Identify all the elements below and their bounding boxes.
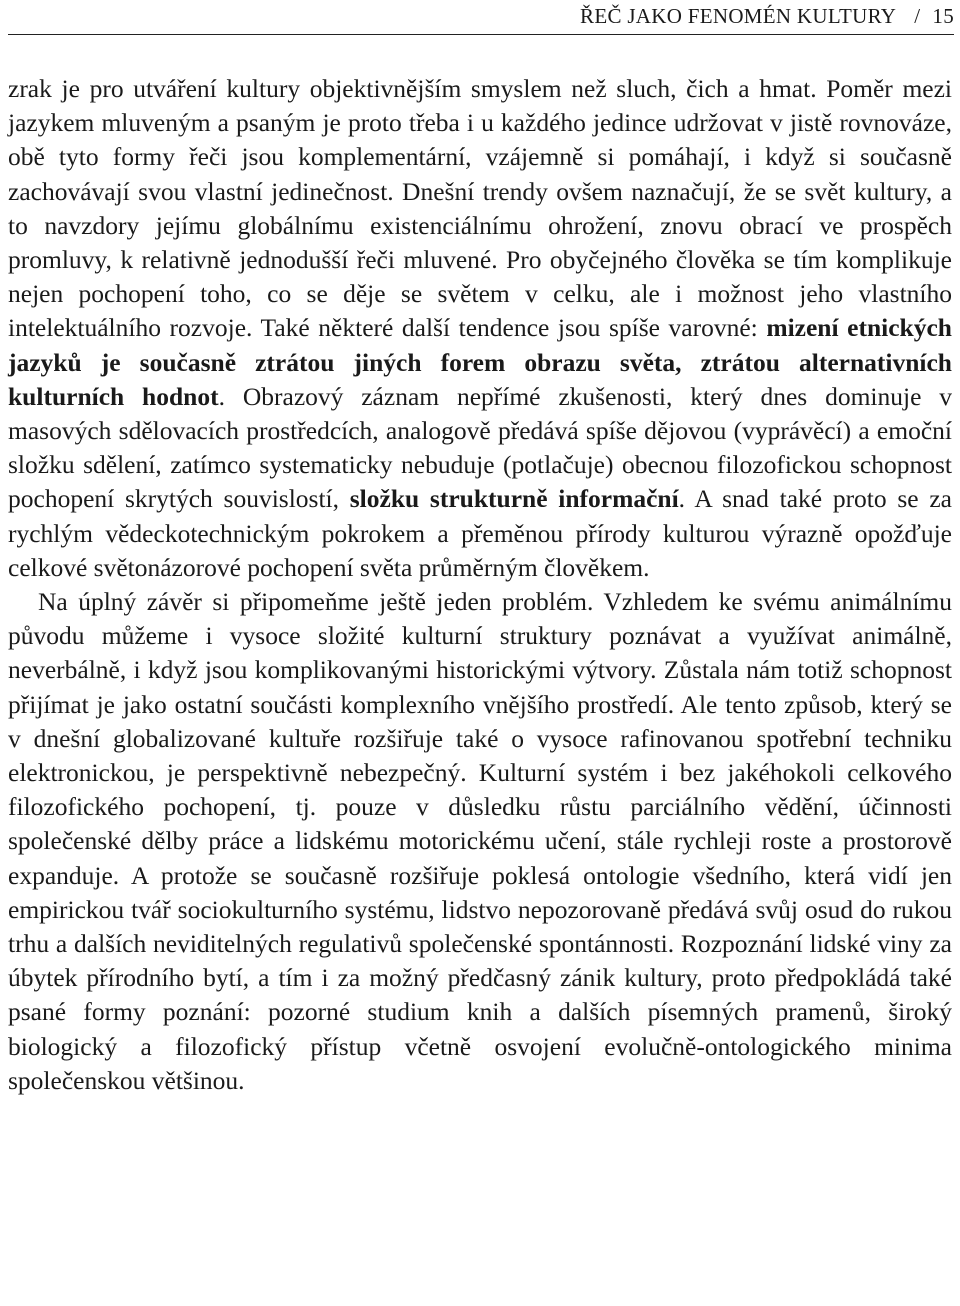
running-head — [580, 4, 954, 29]
paragraph-1 — [8, 72, 952, 585]
header-rule — [8, 34, 954, 35]
body-text — [8, 72, 952, 1098]
paragraph-2: Na úplný závěr si připomeňme ještě jeden problém. Vzhledem ke svému animálnímu původu můžeme i vysoce složité kulturní struktury poznávat a využívat animálně, neverbálně, i když jsou komplikovanými historickými výtvory. Zůstala nám totiž schopnost přijímat je jako ostatní součásti komplexního vnějšího prostředí. Ale tento způsob, který se v dnešní globalizované kultuře rozšiřuje také o vysoce rafinovanou spotřební techniku elektronickou, je perspektivně nebezpečný. Kulturní systém i bez jakéhokoli celkového filozofického pochopení, tj. pouze v důsledku růstu parciálního vědění, účinnosti společenské dělby práce a lidskému motorickému učení, stále rychleji roste a prostorově expanduje. A protože se současně rozšiřuje poklesá ontologie všedního, která vidí jen empirickou tvář sociokulturního systému, lidstvo nepozorovaně předává svůj osud do rukou trhu a dalších neviditelných regulativů společenské spontánnosti. Rozpoznání lidské viny za úbytek přírodního bytí, a tím i za možný předčasný zánik kultury, proto předpokládá také psané formy poznání: pozorné studium knih a dalších písemných pramenů, široký biologický a filozofický přístup včetně osvojení evolučně-ontologického minima společenskou většinou. — [8, 587, 952, 1095]
paragraph-1-text-c: . A snad také proto se za rychlým vědeckotechnickým pokrokem a přeměnou přírody kulturou výrazně opožďuje celkové světonázorové pochopení světa průměrným člověkem. — [8, 484, 952, 582]
paragraph-1-text-b: . Obrazový záznam nepřímé zkušenosti, který dnes dominuje v masových sdělovacích prostředcích, analogově předává spíše dějovou (vyprávěcí) a emoční složku sdělení, zatímco systematicky nebuduje (potlačuje) obecnou filozofickou schopnost pochopení skrytých souvislostí, — [8, 381, 953, 514]
running-head-title: ŘEČ JAKO FENOMÉN KULTURY — [580, 4, 897, 28]
emphasis-ethnic-languages: mizení etnických jazyků je současně ztrátou jiných forem obrazu světa, ztrátou alternativních kulturních hodnot — [8, 313, 952, 411]
emphasis-structural-component: složku strukturně informační — [349, 484, 679, 514]
page-number: 15 — [932, 4, 954, 28]
running-head-separator: / — [914, 4, 921, 28]
paragraph-1-text-a: zrak je pro utváření kultury objektivnějším smyslem než sluch, čich a hmat. Poměr mezi jazykem mluveným a psaným je proto třeba i u každého jedince udržovat v jistě rovnováze, obě tyto formy řeči jsou komplementární, vzájemně si pomáhají, i když si současně zachovávají svou vlastní jedinečnost. Dnešní trendy ovšem naznačují, že se svět kultury, a to navzdory jejímu globálnímu existenciálnímu ohrožení, znovu obrací ve prospěch promluvy, k relativně jednodušší řeči mluvené. Pro obyčejného člověka se tím komplikuje nejen pochopení toho, co se děje se světem v celku, ale i možnost jeho vlastního intelektuálního rozvoje. Také některé další tendence jsou spíše varovné: — [8, 74, 952, 343]
